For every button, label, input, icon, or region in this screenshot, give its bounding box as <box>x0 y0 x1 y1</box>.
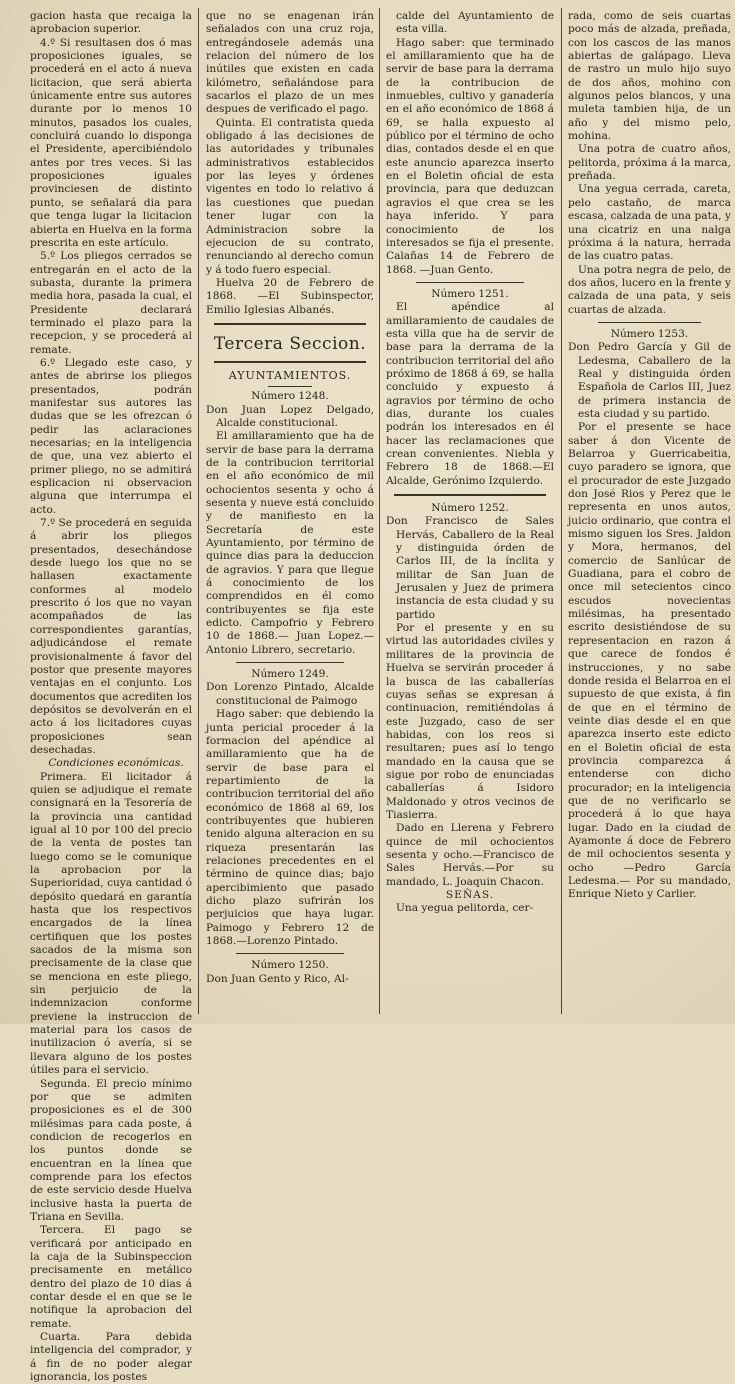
notice-body: Hago saber: que debiendo la junta pericial proceder á la formacion del apéndice al amillaramiento que ha de servir de base para el repartimiento de la contribucion territorial del año económico de 1868 al 69, los contribuyentes que hubieren tenido alguna alteracion en su riqueza presentarán las relaciones precedentes en el término de quince dias; bajo apercibimiento que pasado dicho plazo sufrirán los perjuicios que haya lugar. Paimogo y Febrero 12 de 1868.—Lorenzo Pintado. <box>206 708 374 947</box>
subsection-title: AYUNTAMIENTOS. <box>228 368 352 382</box>
column-rule <box>561 8 562 1014</box>
paragraph: Tercera. El pago se verificará por anticipado en la caja de la Subinspeccion precisamente en metálico dentro del plazo de 10 dias á contar desde el en que se le notifique la aprobacion del remate. <box>30 1224 192 1330</box>
paragraph: gacion hasta que recaiga la aprobacion superior. <box>30 10 192 36</box>
column-2 <box>206 10 374 1012</box>
notice-body: Por el presente se hace saber á don Vicente de Belarroa y Guerricabeitia, cuyo paradero se ignora, que el procurador de este Juzgado don José Rios y Perez que le representa en unos autos, juicio ordinario, que contra el mismo siguen los Sres. Jaldon y Mora, hermanos, del comercio de Sanlúcar de Guadiana, para el cobro de once mil setecientos cinco escudos novecientas milésimas, ha presentado escrito desistiéndose de su representacion en razon á que carece de fondos é instrucciones, y no sabe donde resida el Belarroa en el supuesto de que exista, á fin de que en el término de veinte dias desde el en que aparezca inserto este edicto en el Boletin oficial de esta provincia comparezca á entenderse con dicho procurador; en la inteligencia que de no verificarlo se procederá á lo que haya lugar. Dado en la ciudad de Ayamonte á doce de Febrero de mil ochocientos sesenta y ocho —Pedro García Ledesma.— Por su mandado, Enrique Nieto y Carlier. <box>568 421 731 901</box>
notice-body: Dado en Llerena y Febrero quince de mil ochocientos sesenta y ocho.—Francisco de Sales Hervás.—Por su mandado, L. Joaquin Chacon. <box>386 822 554 888</box>
divider <box>236 953 344 954</box>
column-1 <box>30 10 192 1384</box>
paragraph: rada, como de seis cuartas poco más de alzada, preñada, con los cascos de las manos abiertas de galápago. Lleva de rastro un mulo hijo suyo de dos años, mohino con algunos pelos blancos, y una muleta tambien hija, de un año y del mismo pelo, mohina. <box>568 10 731 143</box>
paragraph: Hago saber: que terminado el amillaramiento que ha de servir de base para la derrama de la contribucion de inmuebles, cultivo y ganadería en el año económico de 1868 á 69, se halla expuesto al público por el término de ocho dias, contados desde el en que este anuncio aparezca inserto en el Boletin oficial de esta provincia, para que deduzcan agravios el que crea se les haya inferido. Y para conocimiento de los interesados se fija el presente. Calañas 14 de Febrero de 1868. —Juan Gento. <box>386 36 554 276</box>
paragraph: Segunda. El precio mínimo por que se admiten proposiciones es el de 300 milésimas para cada poste, á condicion de recogerlos en los puntos donde se encuentran en la línea que comprende para los efectos de este servicio desde Huelva inclusive hasta la puerta de Triana en Sevilla. <box>30 1077 192 1223</box>
paragraph: Una potra negra de pelo, de dos años, lucero en la frente y calzada de una pata, y seis cuartas de alzada. <box>568 263 731 316</box>
divider <box>416 282 524 283</box>
notice-heading: Don Juan Gento y Rico, Al- <box>206 972 349 985</box>
paragraph: que no se enagenan irán señalados con una cruz roja, entregándosele además una relacion del número de los inútiles que existen en cada kilómetro, señalándose para sacarlos el plazo de un mes despues de verificado el pago. <box>206 10 374 116</box>
paragraph: calde del Ayuntamiento de esta villa. <box>396 10 554 36</box>
notice-body: El apéndice al amillaramiento de caudales de esta villa que ha de servir de base para la derrama de la contribucion territorial del año próximo de 1868 á 69, se halla concluido y expuesto á agravios por término de ocho dias, durante los cuales podrán los interesados en él hacer las reclamaciones que crean convenientes. Niebla y Febrero 18 de 1868.—El Alcalde, Gerónimo Izquierdo. <box>386 301 554 487</box>
notice-heading: Don Lorenzo Pintado, Alcalde constitucional de Paimogo <box>206 681 374 707</box>
divider <box>214 361 366 363</box>
column-4 <box>568 10 731 1012</box>
divider <box>394 494 546 496</box>
divider <box>268 386 312 387</box>
senas-heading: SEÑAS. <box>445 889 495 901</box>
notice-number: Número 1250. <box>251 959 329 972</box>
paragraph: 7.º Se procederá en seguida á abrir los pliegos presentados, desechándose desde luego los que no se hallasen exactamente conformes al modelo prescrito ó los que no vayan acompañados de las correspondientes garantías, adjudicándose el remate provisionalmente á favor del postor que presente mayores ventajas en el conjunto. Los documentos que acrediten los depósitos se devolverán en el acto á los licitadores cuyas proposiciones sean desechadas. <box>30 517 192 756</box>
notice-number: Número 1251. <box>431 287 509 300</box>
notice-number: Número 1253. <box>610 327 689 340</box>
divider <box>236 662 344 663</box>
paragraph: Cuarta. Para debida inteligencia del comprador, y á fin de no poder alegar ignorancia, los postes <box>30 1331 192 1384</box>
notice-body: Por el presente y en su virtud las autoridades civiles y militares de la provincia de Huelva se servirán proceder á la busca de las caballerías cuyas señas se expresan á continuacion, remitiéndolas á este Juzgado, caso de ser habidas, con los reos si resultaren; pues así lo tengo mandado en la causa que se sigue por robo de enunciadas caballerías á Isidoro Maldonado y otros vecinos de Tiasierra. <box>386 622 554 821</box>
notice-heading: Don Pedro García y Gil de Ledesma, Caballero de la Real y distinguida órden Española de Carlos III, Juez de primera instancia de esta ciudad y su partido. <box>568 341 731 420</box>
paragraph: 6.º Llegado este caso, y antes de abrirse los pliegos presentados, podrán manifestar sus autores las dudas que se les ofrezcan ó pedir las aclaraciones necesarias; en la inteligencia de que, una vez abierto el primer pliego, no se admitirá esplicacion ni observacion alguna que interrumpa el acto. <box>30 356 192 516</box>
notice-body: El amillaramiento que ha de servir de base para la derrama de la contribucion territorial en el año económico de mil ochocientos sesenta y ocho á sesenta y nueve está concluido y de manifiesto en la Secretaría de este Ayuntamiento, por término de quince dias para la deduccion de agravios. Y para que llegue á conocimiento de los comprendidos en él como contribuyentes se fija este edicto. Campofrio y Febrero 10 de 1868.— Juan Lopez.—Antonio Librero, secretario. <box>206 430 374 656</box>
paragraph: 4.º Si resultasen dos ó mas proposiciones iguales, se procederá en el acto á nueva licitacion, que será abierta únicamente entre sus autores durante por lo menos 10 minutos, pasados los cuales, concluirá cuando lo disponga el Presidente, apercibiéndolo antes por tres veces. Si las proposiciones iguales provinciesen de distinto punto, se señalará dia para que tenga lugar la licitacion abierta en Huelva en la forma prescrita en este artículo. <box>30 36 192 249</box>
column-rule <box>379 8 380 1014</box>
notice-number: Número 1249. <box>251 668 329 681</box>
paragraph: Huelva 20 de Febrero de 1868. —El Subinspector, Emilio Iglesias Albanés. <box>206 276 374 316</box>
conditions-title: Condiciones económicas. <box>48 757 184 770</box>
paragraph: Primera. El licitador á quien se adjudique el remate consignará en la Tesorería de la provincia una cantidad igual al 10 por 100 del precio de la venta de postes tan luego como se le comunique la aprobacion por la Superioridad, cuya cantidad ó depósito quedará en garantía hasta que los respectivos encargados de la línea certifiquen que los postes sacados de la misma son precisamente de la clase que se menciona en este pliego, sin perjuicio de la indemnizacion conforme previene la instruccion de material para los casos de inutilizacion ó avería, si se llevara alguno de los postes útiles para el servicio. <box>30 770 192 1077</box>
paragraph: Una yegua cerrada, careta, pelo castaño, de marca escasa, calzada de una pata, y una cicatriz en una nalga próxima á la natura, herrada de las cuatro patas. <box>568 183 731 263</box>
paragraph: Una potra de cuatro años, pelitorda, próxima á la marca, preñada. <box>568 143 731 183</box>
notice-heading: Don Juan Lopez Delgado, Alcalde constitucional. <box>206 403 374 429</box>
column-rule <box>198 8 199 1014</box>
divider <box>214 323 366 325</box>
column-3 <box>386 10 554 1012</box>
notice-number: Número 1252. <box>431 502 509 515</box>
divider <box>598 322 701 323</box>
paragraph: 5.º Los pliegos cerrados se entregarán en el acto de la subasta, durante la primera media hora, pasada la cual, el Presidente declarará terminado el plazo para la recepcion, y se procederá al remate. <box>30 250 192 356</box>
notice-body: Una yegua pelitorda, cer- <box>396 902 534 915</box>
paragraph: Quinta. El contratista queda obligado á las decisiones de las autoridades y tribunales administrativos establecidos por las leyes y órdenes vigentes en todo lo relativo á las cuestiones que puedan tener lugar con la Administracion sobre la ejecucion de su contrato, renunciando al derecho comun y á todo fuero especial. <box>206 116 374 276</box>
notice-number: Número 1248. <box>251 390 329 403</box>
section-title: Tercera Seccion. <box>213 333 367 354</box>
notice-heading: Don Francisco de Sales Hervás, Caballero de la Real y distinguida órden de Carlos III, de la ínclita y militar de San Juan de Jerusalen y Juez de primera instancia de esta ciudad y su partido <box>386 515 554 621</box>
